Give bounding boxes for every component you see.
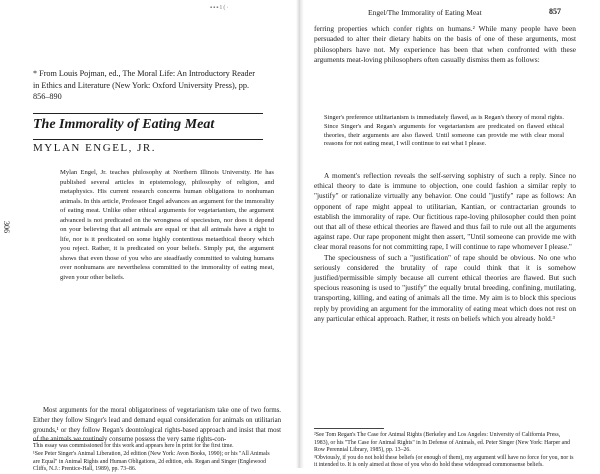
paragraph: A moment's reflection reveals the self-serving sophistry of such a reply. Since no ethical theory to date is immune to objection, one could fashion a similar reply to "justify" or rationalize virtually any behavior. One could "justify" rape as follows: An opponent of rape might appeal to utilitarian, Kantian, or contractarian grounds to establish the immorality of rape. Our fictitious rape-loving philosopher could then point out that all of these ethical theories are flawed and thus fail to rule out all the arguments against rape. Our rape proponent might then assert, "Until someone can provide me with clear moral reasons for not committing rape, I will continue to rape whomever I please.": [314, 171, 576, 252]
paragraph: The speciousness of such a "justification" of rape should be obvious. No one who seriously considered the brutality of rape could think that it is somehow justified/permissible simply because all current ethical theories are flawed. But such specious reasoning is used to "justify" the equally brutal breeding, confining, mutilating, transporting, killing, and eating of animals all the time. My aim is to block this specious reply by providing an argument for the immorality of eating meat which does not rest on any particular ethical approach. Rather, it rests on beliefs which you already hold.³: [314, 252, 576, 323]
title-rule-top: [33, 113, 263, 114]
article-title: The Immorality of Eating Meat: [33, 117, 215, 132]
author-name: MYLAN ENGEL, JR.: [33, 142, 156, 154]
author-introduction: Mylan Engel, Jr. teaches philosophy at Northern Illinois University. He has published several articles in epistemology, philosophy of religion, and metaphysics. His current research concerns human obligations to nonhuman animals. In this article, Professor Engel advances an argument for the immorality of eating meat. Unlike other ethical arguments for vegetarianism, the argument advanced is not predicated on the wrongness of speciesism, nor does it depend on your believing that all animals are equal or that all animals have a right to life, nor is it predicated on some highly contentious metaethical theory which you reject. Rather, it is predicated on your beliefs. Simply put, the argument shows that even those of you who are steadfastly committed to valuing humans over nonhumans are nevertheless committed to the immorality of eating meat, given your other beliefs.: [60, 169, 274, 281]
footnote: This essay was commissioned for this work and appears here in print for the first time.: [33, 443, 234, 449]
footnote: ²See Tom Regan's The Case for Animal Rights (Berkeley and Los Angeles: University of California Press, 1983), or his "The Case for Animal Rights" in In Defense of Animals, ed. Peter Singer (New York: Harper and Row Perennial Library, 1985), pp. 13–26.: [314, 432, 571, 454]
page-number: 857: [549, 7, 561, 16]
page-number-vertical: 306: [2, 221, 11, 233]
footnote-rule: [314, 428, 384, 429]
left-page: [0, 0, 300, 473]
body-text: [314, 171, 576, 324]
running-head: Engel/The Immorality of Eating Meat: [368, 8, 482, 17]
top-printer-mark: ▪▪▪1(·: [210, 5, 230, 11]
block-quote: Singer's preference utilitarianism is immediately flawed, as is Regan's theory of moral rights. Since Singer's and Regan's arguments for vegetarianism are predicated on flawed ethical theories, their arguments are also flawed. Until someone can provide me with clear moral reasons for not eating meat, I will continue to eat what I please.: [324, 114, 564, 148]
opening-paragraph: Most arguments for the moral obligatoriness of vegetarianism take one of two forms. Either they follow Singer's lead and demand equal consideration for animals on utilitarian grounds,¹ or they follow Regan's deontological rights-based approach and insist that most of the animals we routinely consume possess the very same rights-con-: [33, 407, 281, 444]
footnote: ³Obviously, if you do not hold these beliefs (or enough of them), my argument will have no force for you, nor is it intended to. It is only aimed at those of you who do hold these widespread commonsense beliefs.: [314, 454, 574, 469]
footnotes-right: [314, 432, 576, 470]
right-page: [300, 0, 600, 468]
footnote-rule: [33, 440, 103, 441]
source-citation: * From Louis Pojman, ed., The Moral Life: An Introductory Reader in Ethics and Literature (New York: Oxford University Press), pp. 856–890: [33, 69, 256, 101]
paragraph: ferring properties which confer rights on humans.² While many people have been persuaded to alter their dietary habits on the basis of one of these arguments, most philosophers have not. My experience has been that when confronted with these arguments meat-loving philosophers often casually dismiss them as follows:: [314, 24, 576, 65]
footnotes-left: [33, 443, 273, 474]
title-rule-bottom: [33, 139, 263, 140]
footnote: ¹See Peter Singer's Animal Liberation, 2d edition (New York: Avon Books, 1990); or his "All Animals are Equal" in Animal Rights and Human Obligations, 2d edition, eds. Regan and Singer (Englewood Cliffs, N.J.: Prentice-Hall, 1989), pp. 73–86.: [33, 450, 270, 473]
